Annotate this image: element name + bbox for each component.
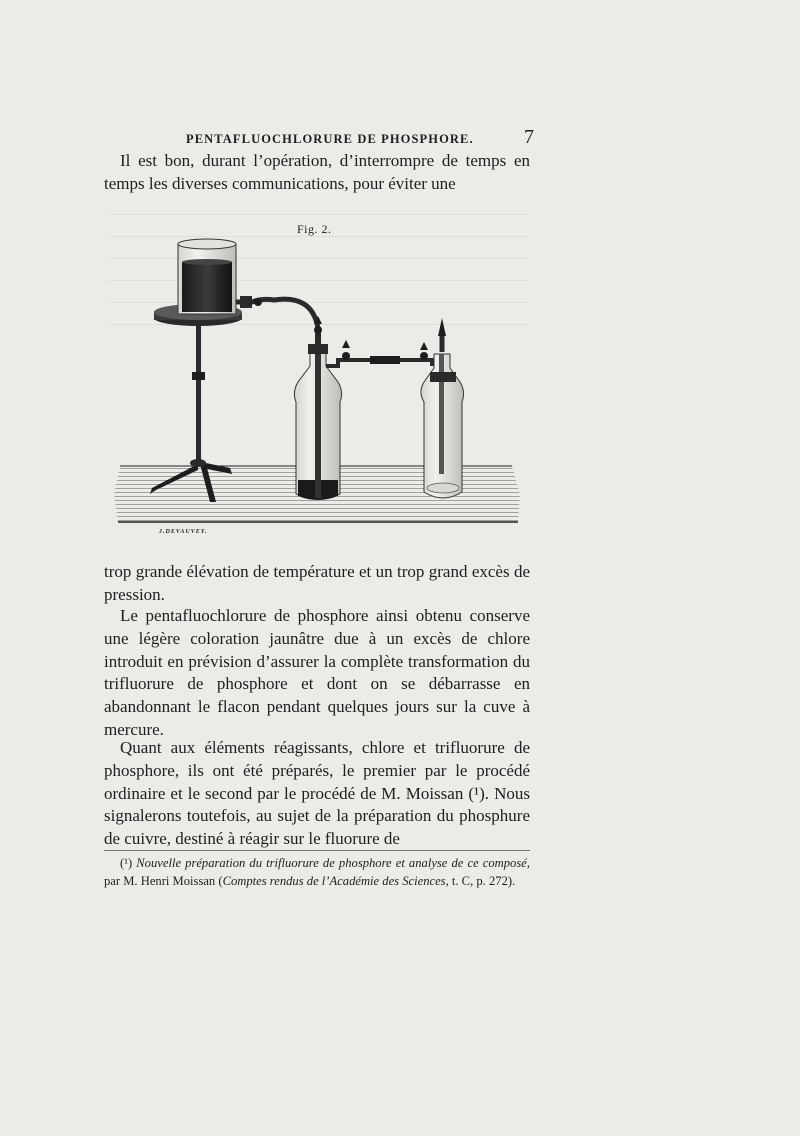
running-title: PENTAFLUOCHLORURE DE PHOSPHORE. <box>186 132 474 146</box>
page-number: 7 <box>524 126 534 148</box>
paragraph-pentafluochlorure: Le pentafluochlorure de phosphore ainsi obtenu conserve une légère coloration jaunâtre due à un excès de chlore introduit en prévision d’assurer la complète transformation du trifluorure de phosphore et dont on se débarrasse en abandonnant le flacon pendant quelques jours sur la cuve à mercure. <box>104 606 530 739</box>
footnote-marker: (¹) <box>120 856 133 870</box>
apparatus-figure <box>112 232 532 544</box>
show-through-line <box>108 214 528 215</box>
reservoir-jar <box>178 239 236 314</box>
footnote-source: Comptes rendus de l’Académie des Sciences, <box>222 873 449 888</box>
paragraph-reagents: Quant aux éléments réagissants, chlore et trifluorure de phosphore, ils ont été préparés, le premier par le procédé ordinaire et le second par le procédé de M. Moissan (¹). Nous signalerons toutefois, au sujet de la préparation du phosphure de cuivre, destiné à réagir sur le fluorure de <box>104 738 530 849</box>
footnote-author: par M. Henri Moissan ( <box>104 873 223 888</box>
apparatus-illustration <box>112 232 532 544</box>
footnote-separator <box>104 850 530 851</box>
collection-bottle-right <box>421 318 464 498</box>
running-head <box>104 126 534 152</box>
paragraph-intro: Il est bon, durant l’opération, d’interrompre de temps en temps les diverses communications, pour éviter une <box>104 151 530 193</box>
figure-caption: Fig. 2. <box>297 222 332 236</box>
connecting-tube <box>236 296 318 350</box>
footnote-reference: t. C, p. 272). <box>448 873 516 888</box>
paragraph-continuation: trop grande élévation de température et un trop grand excès de pression. <box>104 562 530 604</box>
footnote-title: Nouvelle préparation du trifluorure de phosphore et analyse de ce composé, <box>136 856 530 870</box>
valve-assembly <box>326 340 432 366</box>
footnote <box>104 855 530 890</box>
wash-bottle-left <box>294 316 341 500</box>
engraver-signature: J.DEVAUVEY. <box>159 529 208 535</box>
